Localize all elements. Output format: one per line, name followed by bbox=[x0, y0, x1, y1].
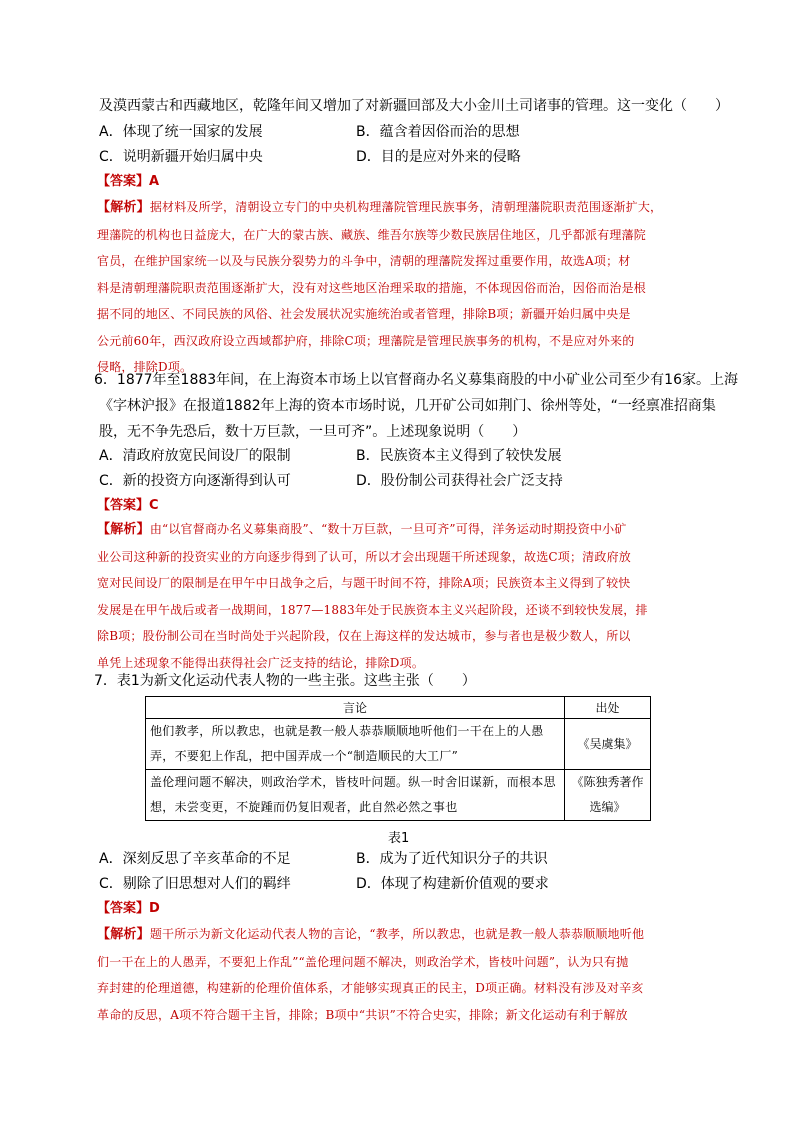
q6-option-b: B．民族资本主义得到了较快发展 bbox=[356, 448, 562, 464]
table-row bbox=[146, 719, 651, 770]
q5-explanation bbox=[97, 194, 723, 381]
q5-option-c: C．说明新疆开始归属中央 bbox=[99, 149, 263, 165]
table-cell-speech: 盖伦理问题不解决，则政治学术，皆枝叶问题。纵一时舍旧谋新，而根本思想，未尝变更，不旋踵而仍复旧观者，此自然必然之事也 bbox=[146, 770, 565, 821]
q6-stem-line-2: 《字林沪报》在报道1882年上海的资本市场时说，几开矿公司如荆门、徐州等处，“一经禀准招商集 bbox=[99, 398, 716, 414]
q6-option-c: C．新的投资方向逐渐得到认可 bbox=[99, 473, 291, 489]
q5-answer: 【答案】A bbox=[97, 174, 160, 189]
q6-explanation-tag: 【解析】 bbox=[97, 522, 150, 537]
table-header-source: 出处 bbox=[565, 697, 651, 719]
q6-stem-line-1: 6．1877年至1883年间，在上海资本市场上以官督商办名义募集商股的中小矿业公司至少有16家。上海 bbox=[94, 372, 738, 388]
q6-explanation-line: 发展是在甲午战后或者一战期间，1877—1883年处于民族资本主义兴起阶段，还谈不到较快发展，排 bbox=[97, 602, 648, 617]
table-cell-source: 《吴虞集》 bbox=[565, 719, 651, 770]
q6-explanation bbox=[97, 516, 723, 676]
q5-explanation-line: 官员，在维护国家统一以及与民族分裂势力的斗争中，清朝的理藩院发挥过重要作用，故选A项；材 bbox=[97, 254, 631, 268]
q5-stem-line: 及漠西蒙古和西藏地区，乾隆年间又增加了对新疆回部及大小金川土司诸事的管理。这一变化（ ） bbox=[99, 98, 729, 114]
q6-explanation-line: 业公司这种新的投资实业的方向逐步得到了认可，所以才会出现题干所述现象，故选C项；清政府放 bbox=[97, 549, 631, 564]
table-cell-speech: 他们教孝，所以教忠，也就是教一般人恭恭顺顺地听他们一干在上的人愚弄，不要犯上作乱，把中国弄成一个“制造顺民的大工厂” bbox=[146, 719, 565, 770]
q5-explanation-line: 据不同的地区、不同民族的风俗、社会发展状况实施统治或者管理，排除B项；新疆开始归属中央是 bbox=[97, 307, 631, 321]
q7-explanation-line: 弃封建的伦理道德，构建新的伦理价值体系，才能够实现真正的民主，D项正确。材料没有涉及对辛亥 bbox=[97, 981, 644, 995]
table-row bbox=[146, 770, 651, 821]
table-header-row bbox=[146, 697, 651, 719]
q5-explanation-line: 据材料及所学，清朝设立专门的中央机构理藩院管理民族事务，清朝理藩院职责范围逐渐扩大， bbox=[149, 200, 663, 214]
q6-answer: 【答案】C bbox=[97, 498, 159, 513]
q7-explanation-line: 题干所示为新文化运动代表人物的言论，“教孝，所以教忠，也就是教一般人恭恭顺顺地听他 bbox=[149, 927, 645, 941]
q7-option-b: B．成为了近代知识分子的共识 bbox=[356, 851, 548, 867]
table-caption: 表1 bbox=[388, 831, 410, 846]
q5-option-b: B．蕴含着因俗而治的思想 bbox=[356, 124, 520, 140]
q7-option-a: A．深刻反思了辛亥革命的不足 bbox=[99, 851, 291, 867]
q5-explanation-line: 公元前60年，西汉政府设立西域都护府，排除C项；理藩院是管理民族事务的机构，不是应对外来的 bbox=[97, 333, 635, 348]
q5-explanation-line: 料是清朝理藩院职责范围逐渐扩大，没有对这些地区治理采取的措施，不体现因俗而治，因俗而治是根 bbox=[97, 280, 647, 295]
q7-explanation-line: 们一干在上的人愚弄，不要犯上作乱”“盖伦理问题不解决，则政治学术，皆枝叶问题”，认为只有抛 bbox=[97, 954, 629, 969]
q5-option-d: D．目的是应对外来的侵略 bbox=[356, 149, 521, 165]
q6-explanation-line: 除B项；股份制公司在当时尚处于兴起阶段，仅在上海这样的发达城市，参与者也是极少数人，所以 bbox=[97, 629, 631, 643]
q6-option-a: A．清政府放宽民间设厂的限制 bbox=[99, 448, 291, 464]
q5-option-a: A．体现了统一国家的发展 bbox=[99, 124, 263, 140]
q7-explanation-tag: 【解析】 bbox=[97, 927, 150, 942]
q5-explanation-line: 理藩院的机构也日益庞大，在广大的蒙古族、藏族、维吾尔族等少数民族居住地区，几乎都派有理藩院 bbox=[97, 227, 647, 242]
q7-explanation-line: 革命的反思，A项不符合题干主旨，排除；B项中“共识”不符合史实，排除；新文化运动有利于解放 bbox=[97, 1007, 628, 1022]
q6-explanation-line: 宽对民间设厂的限制是在甲午中日战争之后，与题干时间不符，排除A项；民族资本主义得到了较快 bbox=[97, 576, 631, 590]
q6-explanation-line: 由“以官督商办名义募集商股”、“数十万巨款，一旦可齐”可得，洋务运动时期投资中小矿 bbox=[149, 522, 627, 536]
q5-explanation-tag: 【解析】 bbox=[97, 200, 150, 215]
q6-explanation-line: 单凭上述现象不能得出获得社会广泛支持的结论，排除D项。 bbox=[97, 655, 425, 670]
q5-explanation-line: 侵略，排除D项。 bbox=[97, 360, 193, 374]
quote-table bbox=[145, 696, 651, 821]
table-header-speech: 言论 bbox=[146, 697, 565, 719]
q7-stem: 7．表1为新文化运动代表人物的一些主张。这些主张（ ） bbox=[94, 673, 476, 689]
q7-answer: 【答案】D bbox=[97, 901, 160, 916]
table-cell-source: 《陈独秀著作选编》 bbox=[565, 770, 651, 821]
q6-stem-line-3: 股，无不争先恐后，数十万巨款，一旦可齐”。上述现象说明（ ） bbox=[99, 424, 527, 440]
q6-option-d: D．股份制公司获得社会广泛支持 bbox=[356, 473, 563, 489]
q7-option-d: D．体现了构建新价值观的要求 bbox=[356, 876, 549, 892]
q7-option-c: C．剔除了旧思想对人们的羁绊 bbox=[99, 876, 291, 892]
q7-explanation bbox=[97, 921, 723, 1028]
